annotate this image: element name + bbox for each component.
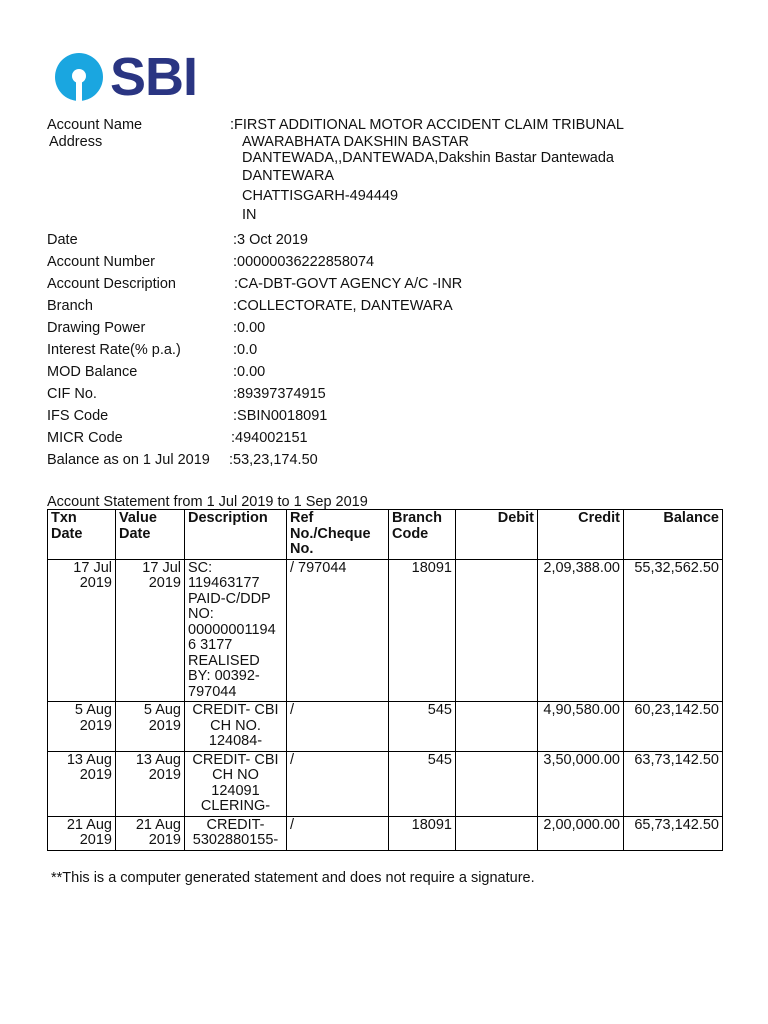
field-label: Drawing Power: [47, 320, 146, 336]
field-value: :494002151: [231, 430, 308, 446]
description: CREDIT- CBI CH NO 124091 CLERING-: [185, 751, 287, 816]
address-line: AWARABHATA DAKSHIN BASTAR: [242, 134, 469, 150]
field-value: :0.00: [233, 364, 266, 380]
statement-title: Account Statement from 1 Jul 2019 to 1 Sep 2019: [47, 494, 368, 510]
balance: 55,32,562.50: [624, 559, 723, 702]
debit: [456, 559, 538, 702]
table-row: [48, 751, 723, 816]
field-label: Account Number: [47, 254, 155, 270]
debit: [456, 751, 538, 816]
txn-date: 13 Aug 2019: [48, 751, 116, 816]
col-header: Value Date: [116, 510, 185, 560]
field-label: Account Description: [47, 276, 176, 292]
address-line: DANTEWARA: [242, 168, 335, 184]
field-label: IFS Code: [47, 408, 109, 424]
address-label: Address: [49, 134, 103, 150]
field-label: MOD Balance: [47, 364, 138, 380]
field-value: :0.0: [233, 342, 258, 358]
table-row: [48, 559, 723, 702]
credit: 2,00,000.00: [538, 816, 624, 850]
field-label: MICR Code: [47, 430, 123, 446]
debit: [456, 702, 538, 752]
field-value: :89397374915: [233, 386, 326, 402]
ref-no: / 797044: [287, 559, 389, 702]
col-header: Branch Code: [389, 510, 456, 560]
debit: [456, 816, 538, 850]
account-name-label: Account Name: [47, 117, 143, 133]
statement-table: [47, 509, 723, 851]
field-label: Interest Rate(% p.a.): [47, 342, 181, 358]
ref-no: /: [287, 816, 389, 850]
field-value: :SBIN0018091: [233, 408, 328, 424]
branch-code: 18091: [389, 816, 456, 850]
value-date: 13 Aug 2019: [116, 751, 185, 816]
description: CREDIT- CBI CH NO. 124084-: [185, 702, 287, 752]
ref-no: /: [287, 751, 389, 816]
credit: 4,90,580.00: [538, 702, 624, 752]
balance: 63,73,142.50: [624, 751, 723, 816]
sbi-keyhole-icon: [54, 52, 104, 102]
field-value: :COLLECTORATE, DANTEWARA: [233, 298, 453, 314]
txn-date: 5 Aug 2019: [48, 702, 116, 752]
field-label: CIF No.: [47, 386, 97, 402]
table-header-row: [48, 510, 723, 560]
col-header: Txn Date: [48, 510, 116, 560]
balance: 65,73,142.50: [624, 816, 723, 850]
field-label: Balance as on 1 Jul 2019: [47, 452, 210, 468]
field-value: :3 Oct 2019: [233, 232, 308, 248]
branch-code: 545: [389, 702, 456, 752]
balance: 60,23,142.50: [624, 702, 723, 752]
field-value: :53,23,174.50: [229, 452, 318, 468]
field-label: Branch: [47, 298, 93, 314]
sbi-logo: [54, 47, 198, 107]
value-date: 17 Jul 2019: [116, 559, 185, 702]
account-name-value: :FIRST ADDITIONAL MOTOR ACCIDENT CLAIM TRIBUNAL: [230, 117, 624, 133]
bank-name: SBI: [110, 47, 198, 107]
col-header: Debit: [456, 510, 538, 560]
field-value: :00000036222858074: [233, 254, 375, 270]
description: SC: 119463177 PAID-C/DDP NO: 000000011946 3177 REALISED BY: 00392-797044: [185, 559, 287, 702]
field-value: :CA-DBT-GOVT AGENCY A/C -INR: [234, 276, 463, 292]
table-row: [48, 702, 723, 752]
credit: 3,50,000.00: [538, 751, 624, 816]
col-header: Description: [185, 510, 287, 560]
address-line: CHATTISGARH-494449: [242, 188, 399, 204]
txn-date: 17 Jul 2019: [48, 559, 116, 702]
address-line: IN: [242, 207, 257, 223]
col-header: Balance: [624, 510, 723, 560]
branch-code: 18091: [389, 559, 456, 702]
branch-code: 545: [389, 751, 456, 816]
field-value: :0.00: [233, 320, 266, 336]
col-header: Ref No./Cheque No.: [287, 510, 389, 560]
table-row: [48, 816, 723, 850]
value-date: 21 Aug 2019: [116, 816, 185, 850]
description: CREDIT- 5302880155-: [185, 816, 287, 850]
ref-no: /: [287, 702, 389, 752]
col-header: Credit: [538, 510, 624, 560]
value-date: 5 Aug 2019: [116, 702, 185, 752]
txn-date: 21 Aug 2019: [48, 816, 116, 850]
footer-note: **This is a computer generated statement and does not require a signature.: [51, 870, 535, 886]
field-label: Date: [47, 232, 78, 248]
credit: 2,09,388.00: [538, 559, 624, 702]
address-line: DANTEWADA,,DANTEWADA,Dakshin Bastar Dantewada: [242, 150, 615, 166]
